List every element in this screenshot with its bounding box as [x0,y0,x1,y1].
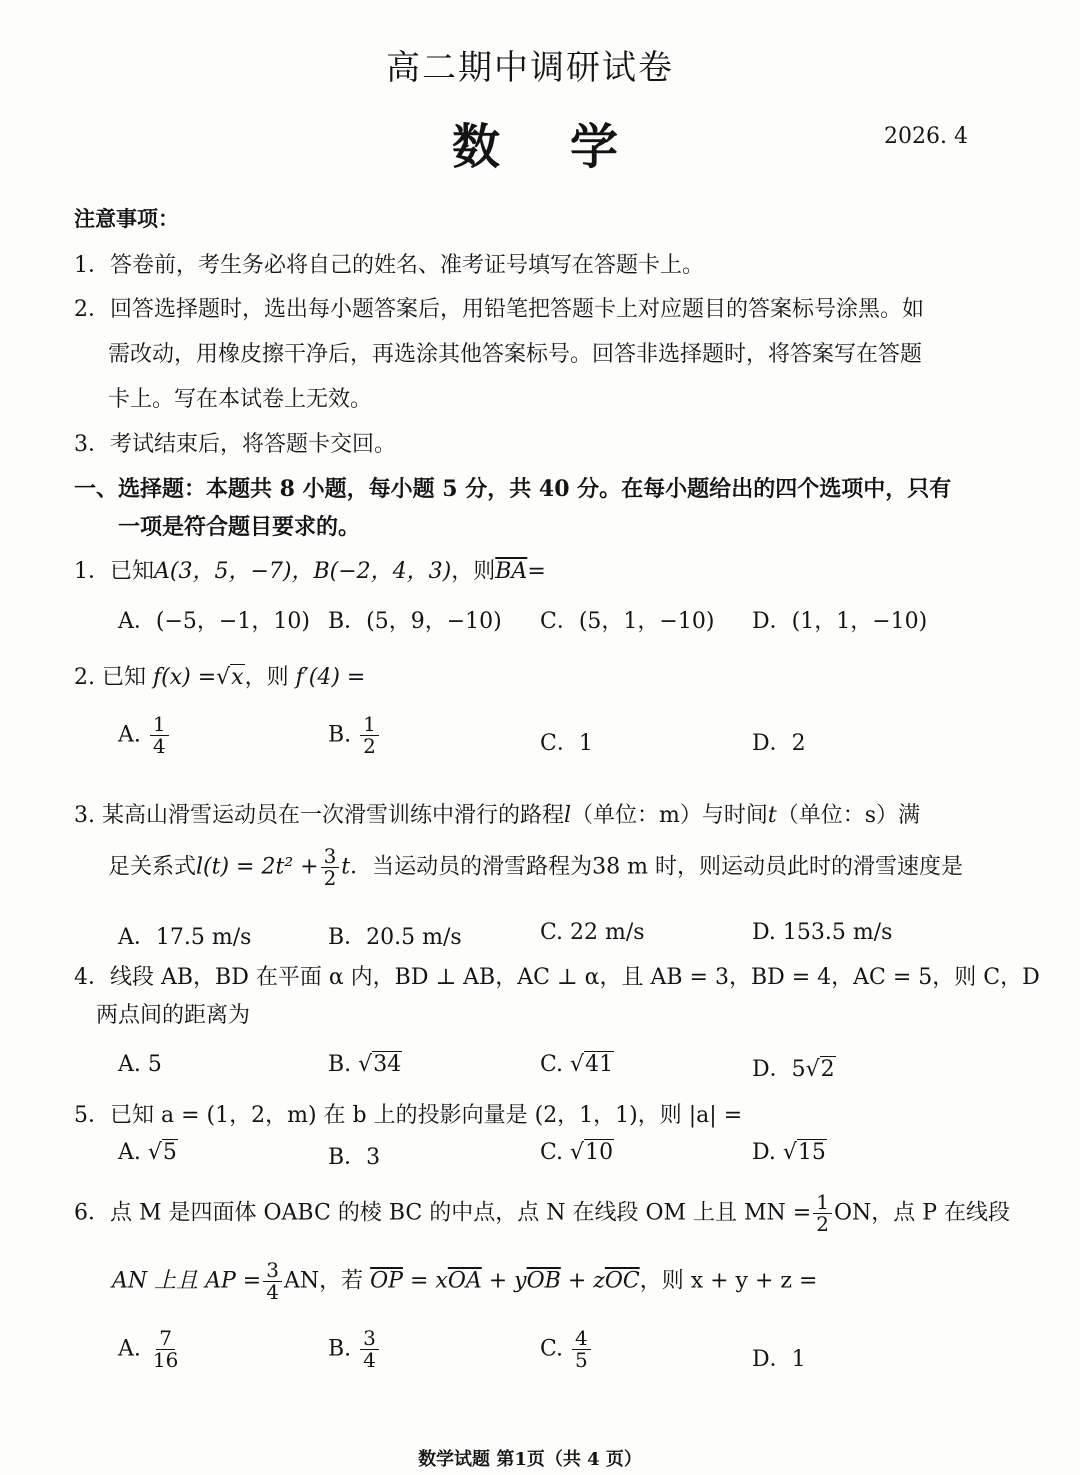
question-3-stem: 3. 某高山滑雪运动员在一次滑雪训练中滑行的路程l（单位：m）与时间t（单位：s）满 [74,803,921,828]
section-heading: 一、选择题：本题共 8 小题，每小题 5 分，共 40 分。在每小题给出的四个选项中，只有 [74,476,952,502]
notice-item: 3．考试结束后，将答题卡交回。 [74,432,396,457]
q2-option-b: B. $\frac{1}{2}$ [328,714,381,757]
q6-option-c: C. $\frac{4}{5}$ [540,1328,593,1371]
exam-title: 高二期中调研试卷 [386,48,674,88]
fraction: $\frac{4}{5}$ [572,1328,591,1371]
q5-option-b: B．3 [328,1145,381,1170]
notice-heading: 注意事项： [74,206,179,231]
q4-option-c: C. √41 [540,1052,614,1077]
q3-option-a: A．17.5 m/s [118,925,252,950]
question-6-stem-cont: AN 上且 AP = $\frac{3}{4}$ AN，若 $\overline{OP} = x\overline{OA} + y\overline{OB} + z\overline{OC}$，则 x + y + z = [112,1258,818,1304]
q4-option-b: B. √34 [328,1052,402,1077]
fraction: $\frac{7}{16}$ [152,1326,179,1372]
q1-option-b: B．(5，9，−10) [328,609,502,634]
q3-option-c: C. 22 m/s [540,920,645,945]
subject-title: 数学 [451,119,688,175]
q3-option-d: D. 153.5 m/s [752,920,893,945]
q6-option-b: B. $\frac{3}{4}$ [328,1328,381,1371]
question-1-stem: 1．已知A(3，5，−7)，B(−2，4，3)，则$\overline{BA}=$ [74,559,546,584]
q3-option-b: B．20.5 m/s [328,925,462,950]
exam-date: 2026. 4 [884,124,968,149]
fraction: $\frac{3}{4}$ [360,1328,379,1371]
q6-option-a: A. $\frac{7}{16}$ [118,1328,183,1371]
q5-option-c: C. √10 [540,1140,614,1165]
fraction: $\frac{1}{4}$ [150,714,169,757]
q5-option-d: D. √15 [752,1140,826,1165]
question-5-stem: 5．已知 a = (1，2，m) 在 b 上的投影向量是 (2，1，1)，则 |a| = [74,1103,743,1128]
q1-option-d: D．(1，1，−10) [752,609,928,634]
fraction: $\frac{3}{2}$ [321,846,340,889]
question-4-stem-cont: 两点间的距离为 [96,1003,251,1028]
q6-option-d: D．1 [752,1347,806,1372]
question-2-stem: 2. 已知 f(x) =√x，则 f′(4) = [74,665,366,690]
fraction: $\frac{1}{2}$ [813,1192,832,1235]
q2-option-d: D．2 [752,731,806,756]
question-6-stem: 6．点 M 是四面体 OABC 的棱 BC 的中点，点 N 在线段 OM 上且 MN = $\frac{1}{2}$ ON，点 P 在线段 [74,1190,1011,1236]
fraction: $\frac{3}{4}$ [263,1260,282,1303]
section-heading-cont: 一项是符合题目要求的。 [118,514,361,540]
notice-item: 卡上。写在本试卷上无效。 [108,387,373,412]
question-4-stem: 4．线段 AB，BD 在平面 α 内，BD ⊥ AB，AC ⊥ α，且 AB = 3，BD = 4，AC = 5，则 C，D [74,965,1040,990]
page-footer: 数学试题 第1页（共 4 页） [418,1449,642,1470]
q1-option-c: C．(5，1，−10) [540,609,715,634]
notice-item: 2．回答选择题时，选出每小题答案后，用铅笔把答题卡上对应题目的答案标号涂黑。如 [74,297,924,322]
q5-option-a: A. √5 [118,1140,177,1165]
q2-option-a: A. $\frac{1}{4}$ [118,714,171,757]
question-3-stem-cont: 足关系式l(t) = 2t² + $\frac{3}{2}$ t．当运动员的滑雪路程为38 m 时，则运动员此时的滑雪速度是 [108,844,963,890]
notice-item: 1．答卷前，考生务必将自己的姓名、准考证号填写在答题卡上。 [74,253,704,278]
q4-option-d: D．5√2 [752,1057,835,1082]
fraction: $\frac{1}{2}$ [360,714,379,757]
q1-option-a: A．(−5，−1，10) [118,609,310,634]
q4-option-a: A. 5 [118,1052,162,1077]
q2-option-c: C．1 [540,731,593,756]
notice-item: 需改动，用橡皮擦干净后，再选涂其他答案标号。回答非选择题时，将答案写在答题 [108,342,923,367]
